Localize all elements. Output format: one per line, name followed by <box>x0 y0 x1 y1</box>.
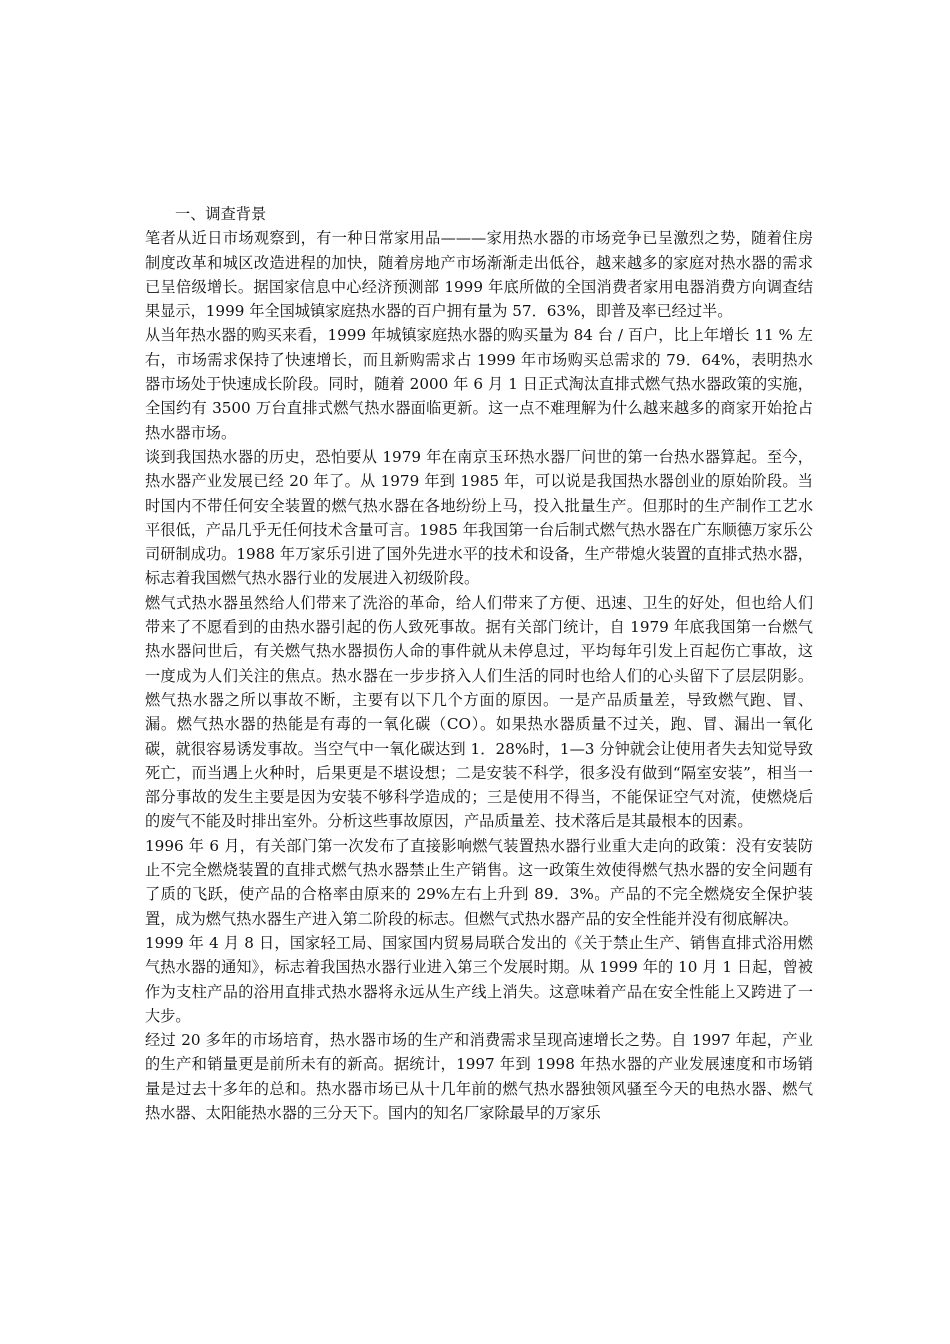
paragraph-market-growth: 经过 20 多年的市场培育，热水器市场的生产和消费需求呈现高速增长之势。自 1997 年起，产业的生产和销量更是前所未有的新高。据统计，1997 年到 1998 年热水器的产业发展速度和市场销量是过去十多年的总和。热水器市场已从十几年前的燃气热水器独领风骚至今天的电热水器、燃气热水器、太阳能热水器的三分天下。国内的知名厂家除最早的万家乐 <box>145 1031 813 1122</box>
paragraph-safety-accidents: 燃气式热水器虽然给人们带来了洗浴的革命，给人们带来了方便、迅速、卫生的好处，但也给人们带来了不愿看到的由热水器引起的伤人致死事故。据有关部门统计，自 1979 年底我国第一台燃气热水器问世后，有关燃气热水器损伤人命的事件就从未停息过，平均每年引发上百起伤亡事故，这一度成为人们关注的焦点。热水器在一步步挤入人们生活的同时也给人们的心头留下了层层阴影。燃气热水器之所以事故不断，主要有以下几个方面的原因。一是产品质量差，导致燃气跑、冒、漏。燃气热水器的热能是有毒的一氧化碳（CO）。如果热水器质量不过关，跑、冒、漏出一氧化碳，就很容易诱发事故。当空气中一氧化碳达到 1．28%时，1—3 分钟就会让使用者失去知觉导致死亡，而当遇上火种时，后果更是不堪设想；二是安装不科学，很多没有做到“隔室安装”，相当一部分事故的发生主要是因为安装不够科学造成的；三是使用不得当，不能保证空气对流，使燃烧后的废气不能及时排出室外。分析这些事故原因，产品质量差、技术落后是其最根本的因素。 <box>145 593 813 831</box>
section-heading: 一、调查背景 <box>175 205 267 223</box>
paragraph-history: 谈到我国热水器的历史，恐怕要从 1979 年在南京玉环热水器厂问世的第一台热水器算起。至今，热水器产业发展已经 20 年了。从 1979 年到 1985 年，可以说是我国热水器创业的原始阶段。当时国内不带任何安全装置的燃气热水器在各地纷纷上马，投入批量生产。但那时的生产制作工艺水平很低，产品几乎无任何技术含量可言。1985 年我国第一台后制式燃气热水器在广东顺德万家乐公司研制成功。1988 年万家乐引进了国外先进水平的技术和设备，生产带熄火装置的直排式热水器，标志着我国燃气热水器行业的发展进入初级阶段。 <box>145 447 813 588</box>
paragraph-market-observation: 笔者从近日市场观察到，有一种日常家用品———家用热水器的市场竞争已呈激烈之势，随着住房制度改革和城区改造进程的加快，随着房地产市场渐渐走出低谷，越来越多的家庭对热水器的需求已呈倍级增长。据国家信息中心经济预测部 1999 年底所做的全国消费者家用电器消费方向调查结果显示，1999 年全国城镇家庭热水器的百户拥有量为 57．63%，即普及率已经过半。 <box>145 229 813 321</box>
paragraph-1996-policy: 1996 年 6 月，有关部门第一次发布了直接影响燃气装置热水器行业重大走向的政策：没有安装防止不完全燃烧装置的直排式燃气热水器禁止生产销售。这一政策生效使得燃气热水器的安全问题有了质的飞跃，使产品的合格率由原来的 29%左右上升到 89．3%。产品的不完全燃烧安全保护装置，成为燃气热水器生产进入第二阶段的标志。但燃气式热水器产品的安全性能并没有彻底解决。 <box>145 836 813 928</box>
document-page <box>145 202 813 1125</box>
paragraph-purchase-volume: 从当年热水器的购买来看，1999 年城镇家庭热水器的购买量为 84 台 / 百户，比上年增长 11 % 左右，市场需求保持了快速增长，而且新购需求占 1999 年市场购买总需求的 79．64%，表明热水器市场处于快速成长阶段。同时，随着 2000 年 6 月 1 日正式淘汰直排式燃气热水器政策的实施，全国约有 3500 万台直排式燃气热水器面临更新。这一点不难理解为什么越来越多的商家开始抢占热水器市场。 <box>145 326 813 442</box>
paragraph-1999-notice: 1999 年 4 月 8 日，国家轻工局、国家国内贸易局联合发出的《关于禁止生产、销售直排式浴用燃气热水器的通知》，标志着我国热水器行业进入第三个发展时期。从 1999 年的 10 月 1 日起，曾被作为支柱产品的浴用直排式热水器将永远从生产线上消失。这意味着产品在安全性能上又跨进了一大步。 <box>145 933 813 1025</box>
